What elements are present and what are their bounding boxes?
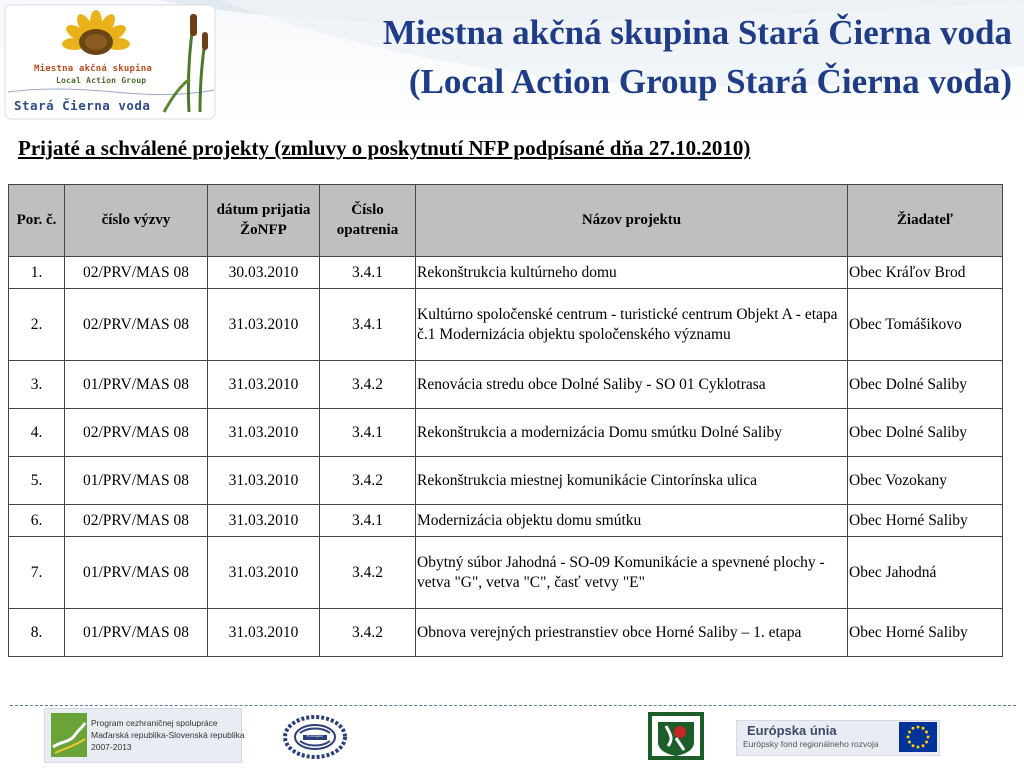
table-row — [9, 409, 1003, 457]
cell-ziadatel: Obec Dolné Saliby — [848, 409, 1003, 457]
cell-por: 3. — [9, 361, 65, 409]
cell-opatrenie: 3.4.2 — [320, 361, 416, 409]
cell-por: 2. — [9, 289, 65, 361]
table-row — [9, 257, 1003, 289]
footer-divider — [10, 705, 1016, 706]
cell-opatrenie: 3.4.1 — [320, 257, 416, 289]
cell-ziadatel: Obec Horné Saliby — [848, 505, 1003, 537]
table-row — [9, 537, 1003, 609]
cell-vyzva: 02/PRV/MAS 08 — [65, 289, 208, 361]
cell-ziadatel: Obec Kráľov Brod — [848, 257, 1003, 289]
cell-ziadatel: Obec Vozokany — [848, 457, 1003, 505]
cell-datum: 31.03.2010 — [208, 505, 320, 537]
cell-ziadatel: Obec Tomášikovo — [848, 289, 1003, 361]
cell-por: 4. — [9, 409, 65, 457]
cell-ziadatel: Obec Jahodná — [848, 537, 1003, 609]
table-header-row — [9, 185, 1003, 257]
cell-vyzva: 01/PRV/MAS 08 — [65, 537, 208, 609]
cell-opatrenie: 3.4.2 — [320, 537, 416, 609]
cell-nazov: Obnova verejných priestranstiev obce Horné Saliby – 1. etapa — [416, 609, 848, 657]
cell-por: 6. — [9, 505, 65, 537]
table-row — [9, 289, 1003, 361]
cell-vyzva: 01/PRV/MAS 08 — [65, 457, 208, 505]
euroregion-label: Euroregion — [306, 734, 324, 738]
col-header-nazov: Názov projektu — [416, 185, 848, 257]
partner-emblem-logo — [648, 712, 704, 760]
mas-logo — [4, 4, 216, 120]
cell-nazov: Kultúrno spoločenské centrum - turistické centrum Objekt A - etapa č.1 Modernizácia objektu spoločenského významu — [416, 289, 848, 361]
cell-vyzva: 02/PRV/MAS 08 — [65, 505, 208, 537]
cell-por: 1. — [9, 257, 65, 289]
cell-datum: 31.03.2010 — [208, 361, 320, 409]
cell-opatrenie: 3.4.1 — [320, 505, 416, 537]
cell-datum: 31.03.2010 — [208, 457, 320, 505]
logo-line3: Stará Čierna voda — [14, 98, 151, 113]
cell-nazov: Rekonštrukcia miestnej komunikácie Cintorínska ulica — [416, 457, 848, 505]
cell-datum: 31.03.2010 — [208, 609, 320, 657]
cell-opatrenie: 3.4.2 — [320, 609, 416, 657]
cell-datum: 31.03.2010 — [208, 289, 320, 361]
cell-por: 5. — [9, 457, 65, 505]
cell-opatrenie: 3.4.2 — [320, 457, 416, 505]
cell-vyzva: 01/PRV/MAS 08 — [65, 361, 208, 409]
program-line2: Maďarská republika-Slovenská republika — [91, 730, 245, 740]
cell-datum: 31.03.2010 — [208, 409, 320, 457]
eu-logo — [736, 720, 940, 756]
cell-datum: 31.03.2010 — [208, 537, 320, 609]
cell-vyzva: 01/PRV/MAS 08 — [65, 609, 208, 657]
cell-por: 7. — [9, 537, 65, 609]
table-row — [9, 361, 1003, 409]
cell-datum: 30.03.2010 — [208, 257, 320, 289]
cell-opatrenie: 3.4.1 — [320, 289, 416, 361]
cell-vyzva: 02/PRV/MAS 08 — [65, 409, 208, 457]
logo-line2: Local Action Group — [56, 76, 147, 85]
col-header-opatrenie: Číslo opatrenia — [320, 185, 416, 257]
euroregion-logo — [280, 713, 350, 761]
cell-nazov: Rekonštrukcia a modernizácia Domu smútku Dolné Saliby — [416, 409, 848, 457]
cell-por: 8. — [9, 609, 65, 657]
cell-ziadatel: Obec Dolné Saliby — [848, 361, 1003, 409]
table-row — [9, 457, 1003, 505]
page-title-line1: Miestna akčná skupina Stará Čierna voda — [382, 13, 1012, 52]
cell-ziadatel: Obec Horné Saliby — [848, 609, 1003, 657]
eu-subtitle: Európsky fond regionálneho rozvoja — [743, 739, 879, 749]
cell-nazov: Rekonštrukcia kultúrneho domu — [416, 257, 848, 289]
page-title-line2: (Local Action Group Stará Čierna voda) — [408, 62, 1012, 101]
col-header-por: Por. č. — [9, 185, 65, 257]
eu-flag-icon — [899, 722, 937, 752]
map-icon — [51, 713, 87, 757]
coat-of-arms-icon — [648, 712, 704, 760]
col-header-datum: dátum prijatia ŽoNFP — [208, 185, 320, 257]
program-logo — [44, 708, 245, 763]
cell-nazov: Obytný súbor Jahodná - SO-09 Komunikácie a spevnené plochy - vetva "G", vetva "C", časť vetvy "E" — [416, 537, 848, 609]
table-row — [9, 505, 1003, 537]
cell-nazov: Modernizácia objektu domu smútku — [416, 505, 848, 537]
table-row — [9, 609, 1003, 657]
col-header-ziadatel: Žiadateľ — [848, 185, 1003, 257]
program-line1: Program cezhraničnej spolupráce — [91, 718, 218, 728]
table-caption: Prijaté a schválené projekty (zmluvy o poskytnutí NFP podpísané dňa 27.10.2010) — [18, 136, 751, 160]
cell-nazov: Renovácia stredu obce Dolné Saliby - SO 01 Cyklotrasa — [416, 361, 848, 409]
logo-line1: Miestna akčná skupina — [34, 64, 152, 74]
col-header-vyzva: číslo výzvy — [65, 185, 208, 257]
program-line3: 2007-2013 — [91, 742, 132, 752]
eu-title: Európska únia — [747, 723, 837, 738]
cell-vyzva: 02/PRV/MAS 08 — [65, 257, 208, 289]
cell-opatrenie: 3.4.1 — [320, 409, 416, 457]
projects-table — [8, 184, 1003, 657]
